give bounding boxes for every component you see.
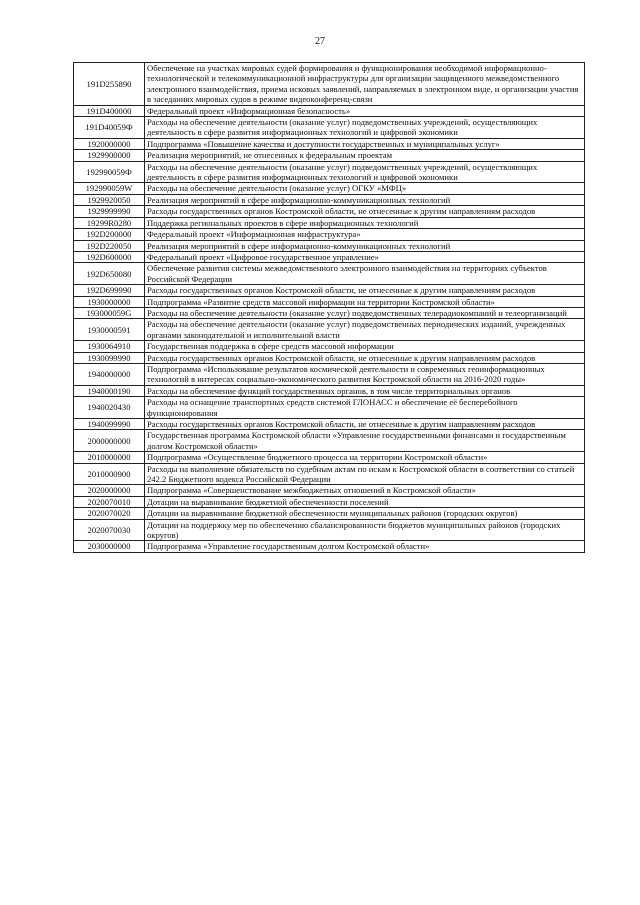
classification-code-cell: 2020070020	[74, 508, 145, 519]
classification-code-cell: 19299R0280	[74, 217, 145, 228]
expense-description-cell: Реализация мероприятий в сфере информационно-коммуникационных технологий	[145, 194, 585, 205]
expense-description-cell: Дотации на выравнивание бюджетной обеспеченности муниципальных районов (городских округов)	[145, 508, 585, 519]
table-row	[74, 307, 585, 318]
expense-description-cell: Расходы государственных органов Костромской области, не отнесенные к другим направлениям расходов	[145, 419, 585, 430]
table-row	[74, 385, 585, 396]
table-row	[74, 63, 585, 106]
expense-description-cell: Расходы государственных органов Костромской области, не отнесенные к другим направлениям расходов	[145, 206, 585, 217]
classification-code-cell: 191D40059Ф	[74, 117, 145, 139]
table-row	[74, 117, 585, 139]
expense-description-cell: Расходы на обеспечение функций государственных органов, в том числе территориальных органов	[145, 385, 585, 396]
expense-description-cell: Расходы государственных органов Костромской области, не отнесенные к другим направлениям расходов	[145, 285, 585, 296]
classification-code-cell: 1930099990	[74, 352, 145, 363]
expense-description-cell: Расходы на обеспечение деятельности (оказание услуг) подведомственных периодических изданий, учрежденных органами законодательной и исполнительной власти	[145, 319, 585, 341]
table-row	[74, 519, 585, 541]
expense-description-cell: Государственная программа Костромской области «Управление государственными финансами и государственным долгом Костромской области»	[145, 430, 585, 452]
table-row	[74, 285, 585, 296]
classification-code-cell: 191D255890	[74, 63, 145, 106]
expense-description-cell: Федеральный проект «Цифровое государственное управление»	[145, 251, 585, 262]
table-row	[74, 251, 585, 262]
expense-description-cell: Дотации на поддержку мер по обеспечению сбалансированности бюджетов муниципальных районов (городских округов)	[145, 519, 585, 541]
classification-code-cell: 2020070030	[74, 519, 145, 541]
classification-code-cell: 2010000000	[74, 452, 145, 463]
table-row	[74, 430, 585, 452]
expense-description-cell: Государственная поддержка в сфере средств массовой информации	[145, 341, 585, 352]
table-row	[74, 183, 585, 194]
classification-code-cell: 2030000000	[74, 541, 145, 552]
classification-code-cell: 191D400000	[74, 105, 145, 116]
expense-description-cell: Расходы государственных органов Костромской области, не отнесенные к другим направлениям расходов	[145, 352, 585, 363]
expense-description-cell: Дотации на выравнивание бюджетной обеспеченности поселений	[145, 496, 585, 507]
table-row	[74, 352, 585, 363]
table-row	[74, 541, 585, 552]
table-row	[74, 419, 585, 430]
classification-code-cell: 1920000000	[74, 138, 145, 149]
budget-classification-table	[73, 62, 585, 553]
classification-code-cell: 2020000000	[74, 485, 145, 496]
classification-code-cell: 1929999990	[74, 206, 145, 217]
table-row	[74, 150, 585, 161]
table-row	[74, 105, 585, 116]
classification-code-cell: 1929920050	[74, 194, 145, 205]
classification-code-cell: 192D699990	[74, 285, 145, 296]
classification-code-cell: 1930064910	[74, 341, 145, 352]
classification-code-cell: 192990059W	[74, 183, 145, 194]
table-row	[74, 341, 585, 352]
table-row	[74, 496, 585, 507]
expense-description-cell: Подпрограмма «Развитие средств массовой информации на территории Костромской области»	[145, 296, 585, 307]
table-row	[74, 217, 585, 228]
table-row	[74, 229, 585, 240]
expense-description-cell: Расходы на обеспечение деятельности (оказание услуг) ОГКУ «МФЦ»	[145, 183, 585, 194]
expense-description-cell: Подпрограмма «Управление государственным долгом Костромской области»	[145, 541, 585, 552]
expense-description-cell: Расходы на оснащение транспортных средств системой ГЛОНАСС и обеспечение её бесперебойного функционирования	[145, 397, 585, 419]
table-row	[74, 397, 585, 419]
expense-description-cell: Подпрограмма «Осуществление бюджетного процесса на территории Костромской области»	[145, 452, 585, 463]
page-number: 27	[315, 36, 325, 47]
expense-description-cell: Подпрограмма «Использование результатов космической деятельности и современных геоинформационных технологий в интересах социально-экономического развития Костромской области на 2016-2020 годы»	[145, 363, 585, 385]
classification-code-cell: 192D650080	[74, 263, 145, 285]
expense-description-cell: Расходы на обеспечение деятельности (оказание услуг) подведомственных учреждений, осуществляющих деятельность в сфере развития информационных технологий и цифровой экономики	[145, 117, 585, 139]
expense-description-cell: Подпрограмма «Совершенствование межбюджетных отношений в Костромской области»	[145, 485, 585, 496]
expense-description-cell: Расходы на обеспечение деятельности (оказание услуг) подведомственных телерадиокомпаний и телеорганизаций	[145, 307, 585, 318]
classification-code-cell: 1940000000	[74, 363, 145, 385]
expense-description-cell: Обеспечение развития системы межведомственного электронного взаимодействия на территориях субъектов Российской Федерации	[145, 263, 585, 285]
table-row	[74, 508, 585, 519]
expense-description-cell: Федеральный проект «Информационная инфраструктура»	[145, 229, 585, 240]
classification-code-cell: 193000059G	[74, 307, 145, 318]
table-row	[74, 161, 585, 183]
classification-code-cell: 192D600000	[74, 251, 145, 262]
table-row	[74, 194, 585, 205]
expense-description-cell: Обеспечение на участках мировых судей формирования и функционирования необходимой информационно-технологической и телекоммуникационной инфраструктуры для организации защищенного межведомственного электронного взаимодействия, приема исковых заявлений, направляемых в электронном виде, и организации участия в заседаниях мировых судов в режиме видеоконференц-связи	[145, 63, 585, 106]
classification-code-cell: 2020070010	[74, 496, 145, 507]
classification-code-cell: 192D200000	[74, 229, 145, 240]
table-row	[74, 463, 585, 485]
expense-description-cell: Реализация мероприятий, не отнесенных к федеральным проектам	[145, 150, 585, 161]
classification-code-cell: 192990059Ф	[74, 161, 145, 183]
table-row	[74, 138, 585, 149]
classification-code-cell: 2010000900	[74, 463, 145, 485]
table-row	[74, 296, 585, 307]
expense-description-cell: Расходы на выполнение обязательств по судебным актам по искам к Костромской области в соответствии со статьей 242.2 Бюджетного кодекса Российской Федерации	[145, 463, 585, 485]
classification-code-cell: 2000000000	[74, 430, 145, 452]
table-row	[74, 452, 585, 463]
classification-code-cell: 192D220050	[74, 240, 145, 251]
expense-description-cell: Федеральный проект «Информационная безопасность»	[145, 105, 585, 116]
classification-code-cell: 1930000591	[74, 319, 145, 341]
table-row	[74, 263, 585, 285]
table-row	[74, 319, 585, 341]
expense-description-cell: Поддержка региональных проектов в сфере информационных технологий	[145, 217, 585, 228]
table-row	[74, 206, 585, 217]
classification-code-cell: 1940020430	[74, 397, 145, 419]
classification-code-cell: 1929900000	[74, 150, 145, 161]
classification-code-cell: 1940099990	[74, 419, 145, 430]
expense-description-cell: Расходы на обеспечение деятельности (оказание услуг) подведомственных учреждений, осуществляющих деятельность в сфере развития информационных технологий и цифровой экономики	[145, 161, 585, 183]
classification-code-cell: 1930000000	[74, 296, 145, 307]
expense-description-cell: Реализация мероприятий в сфере информационно-коммуникационных технологий	[145, 240, 585, 251]
table-row	[74, 485, 585, 496]
table-row	[74, 363, 585, 385]
expense-description-cell: Подпрограмма «Повышение качества и доступности государственных и муниципальных услуг»	[145, 138, 585, 149]
classification-code-cell: 1940000190	[74, 385, 145, 396]
table-row	[74, 240, 585, 251]
